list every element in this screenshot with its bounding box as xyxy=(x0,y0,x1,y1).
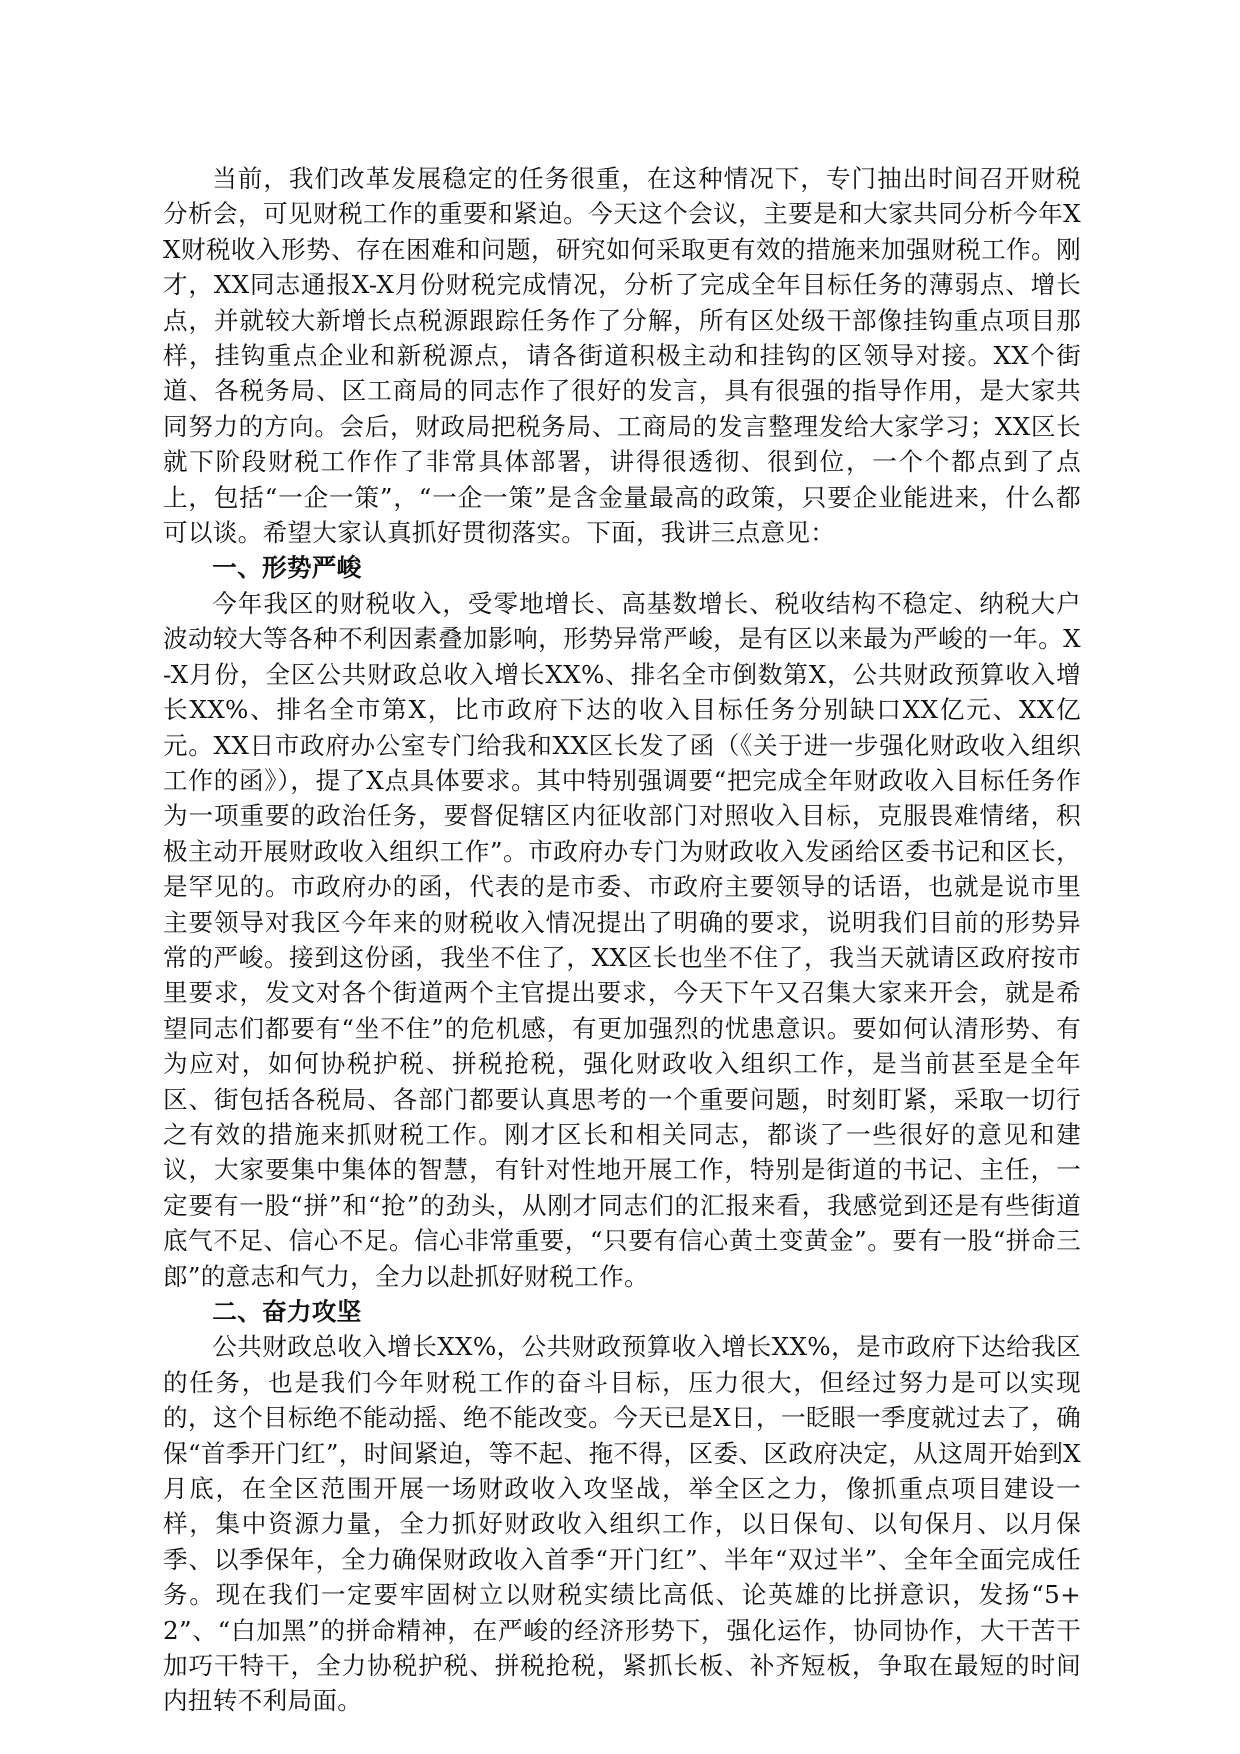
section-heading-2: 二、奋力攻坚 xyxy=(212,1297,362,1326)
paragraph-situation: 今年我区的财税收入，受零地增长、高基数增长、税收结构不稳定、纳税大户波动较大等各种不利因素叠加影响，形势异常严峻，是有区以来最为严峻的一年。X-X月份，全区公共财政总收入增长XX%、排名全市倒数第X，公共财政预算收入增长XX%、排名全市第X，比市政府下达的收入目标任务分别缺口XX亿元、XX亿元。XX日市政府办公室专门给我和XX区长发了函（《关于进一步强化财政收入组织工作的函》），提了X点具体要求。其中特别强调要“把完成全年财政收入目标任务作为一项重要的政治任务，要督促辖区内征收部门对照收入目标，克服畏难情绪，积极主动开展财政收入组织工作”。市政府办专门为财政收入发函给区委书记和区长，是罕见的。市政府办的函，代表的是市委、市政府主要领导的话语，也就是说市里主要领导对我区今年来的财税收入情况提出了明确的要求，说明我们目前的形势异常的严峻。接到这份函，我坐不住了，XX区长也坐不住了，我当天就请区政府按市里要求，发文对各个街道两个主官提出要求，今天下午又召集大家来开会，就是希望同志们都要有“坐不住”的危机感，有更加强烈的忧患意识。要如何认清形势、有为应对，如何协税护税、拼税抢税，强化财政收入组织工作，是当前甚至是全年区、街包括各税局、各部门都要认真思考的一个重要问题，时刻盯紧，采取一切行之有效的措施来抓财税工作。刚才区长和相关同志，都谈了一些很好的意见和建议，大家要集中集体的智慧，有针对性地开展工作，特别是街道的书记、主任，一定要有一股“拼”和“抢”的劲头，从刚才同志们的汇报来看，我感觉到还是有些街道底气不足、信心不足。信心非常重要，“只要有信心黄土变黄金”。要有一股“拼命三郎”的意志和气力，全力以赴抓好财税工作。 xyxy=(163,588,1081,1291)
paragraph-effort: 公共财政总收入增长XX%，公共财政预算收入增长XX%，是市政府下达给我区的任务，也是我们今年财税工作的奋斗目标，压力很大，但经过努力是可以实现的，这个目标绝不能动摇、绝不能改变。今天已是X日，一眨眼一季度就过去了，确保“首季开门红”，时间紧迫，等不起、拖不得，区委、区政府决定，从这周开始到X月底，在全区范围开展一场财政收入攻坚战，举全区之力，像抓重点项目建设一样，集中资源力量，全力抓好财政收入组织工作，以日保旬、以旬保月、以月保季、以季保年，全力确保财政收入首季“开门红”、半年“双过半”、全年全面完成任务。现在我们一定要牢固树立以财税实绩比高低、论英雄的比拼意识，发扬“5+2”、“白加黑”的拼命精神，在严峻的经济形势下，强化运作，协同协作，大干苦干加巧干特干，全力协税护税、拼税抢税，紧抓长板、补齐短板，争取在最短的时间内扭转不利局面。 xyxy=(163,1332,1081,1716)
section-heading-1: 一、形势严峻 xyxy=(212,553,362,583)
document-body xyxy=(163,161,1081,1719)
paragraph-opening: 当前，我们改革发展稳定的任务很重，在这种情况下，专门抽出时间召开财税分析会，可见财税工作的重要和紧迫。今天这个会议，主要是和大家共同分析今年XX财税收入形势、存在困难和问题，研究如何采取更有效的措施来加强财税工作。刚才，XX同志通报X-X月份财税完成情况，分析了完成全年目标任务的薄弱点、增长点，并就较大新增长点税源跟踪任务作了分解，所有区处级干部像挂钩重点项目那样，挂钩重点企业和新税源点，请各街道积极主动和挂钩的区领导对接。XX个街道、各税务局、区工商局的同志作了很好的发言，具有很强的指导作用，是大家共同努力的方向。会后，财政局把税务局、工商局的发言整理发给大家学习；XX区长就下阶段财税工作作了非常具体部署，讲得很透彻、很到位，一个个都点到了点上，包括“一企一策”，“一企一策”是含金量最高的政策，只要企业能进来，什么都可以谈。希望大家认真抓好贯彻落实。下面，我讲三点意见： xyxy=(163,164,1081,548)
